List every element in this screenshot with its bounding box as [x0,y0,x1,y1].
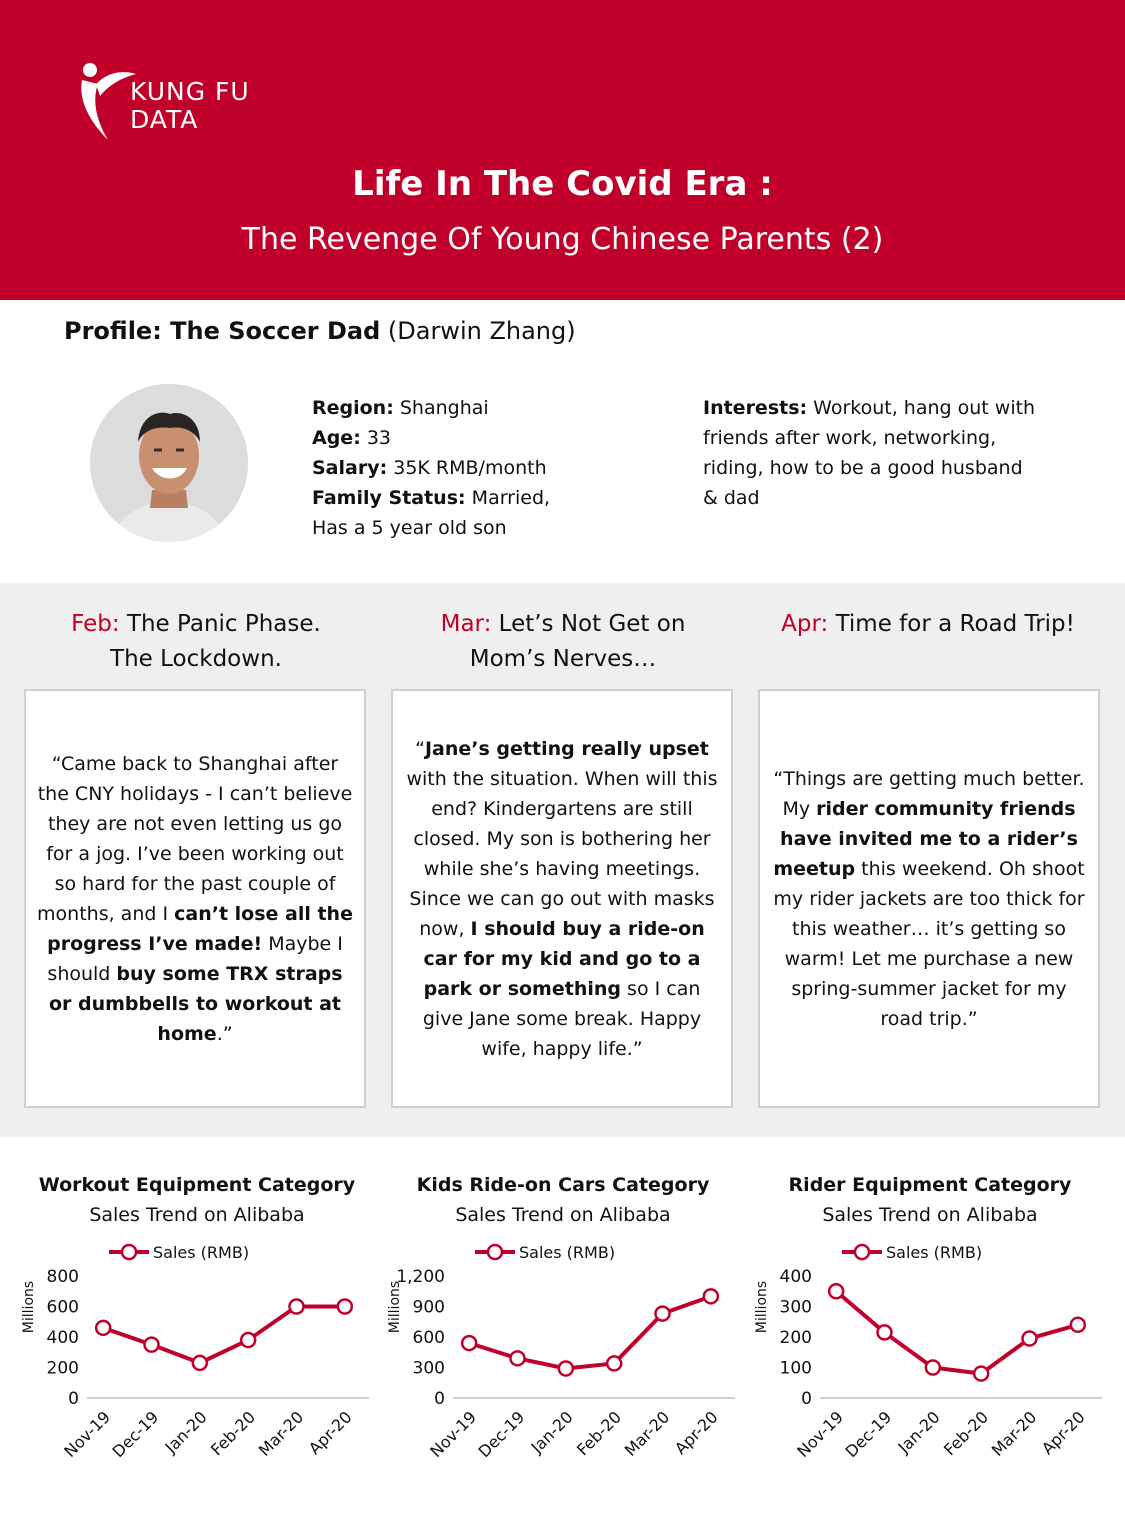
x-tick-label: Mar-20 [254,1407,308,1460]
interests-line-2: friends after work, networking, [703,427,997,449]
data-point [878,1325,892,1339]
y-tick-label: 600 [46,1297,79,1318]
profile-name: (Darwin Zhang) [387,317,576,345]
quote-text: “Came back to Shanghai after the CNY holidays - I can’t believe they are not even letting us go for a jog. I’ve been working out so hard for the past couple of months, and I can’t lose all the progress I’ve made! Maybe I should buy some TRX straps or dumbbells to workout at home.” [37,752,353,1045]
chart-subtitle-rider: Sales Trend on Alibaba [822,1204,1038,1226]
x-tick-label: Dec-19 [841,1407,896,1462]
logo-line-2: DATA [130,105,199,134]
legend-marker [122,1245,136,1259]
data-point [96,1321,110,1335]
y-tick-label: 1,200 [396,1267,445,1287]
data-point [290,1300,304,1314]
chart-title-workout: Workout Equipment Category [38,1174,356,1196]
y-tick-label: 900 [412,1297,445,1318]
phase-title-line-1: Time for a Road Trip! [835,611,1075,637]
profile-interests [703,393,1035,513]
series-line [103,1307,345,1363]
phase-title-line-2: The Lockdown. [110,646,282,672]
family-label: Family Status: [312,487,466,509]
phase-mar [393,607,733,677]
y-tick-label: 600 [412,1328,445,1348]
y-tick-label: 100 [779,1358,812,1379]
x-tick-label: Jan-20 [894,1407,944,1457]
phase-month: Mar: [440,611,492,637]
y-tick-label: 200 [779,1328,812,1348]
legend-label: Sales (RMB) [153,1243,250,1262]
data-point [974,1367,988,1381]
x-tick-label: Feb-20 [207,1407,259,1460]
phase-month: Apr: [781,611,829,637]
legend-label: Sales (RMB) [886,1243,983,1262]
chart-ride-on [383,1236,743,1506]
quote-card-feb [24,689,366,1108]
page-subtitle: The Revenge Of Young Chinese Parents (2) [241,222,884,257]
y-tick-label: 300 [779,1297,812,1318]
legend-marker [488,1245,502,1259]
interests-label: Interests: [703,397,808,419]
x-tick-label: Apr-20 [304,1407,356,1459]
x-tick-label: Apr-20 [1037,1407,1089,1459]
data-point [338,1300,352,1314]
quote-card-apr [758,689,1100,1108]
data-point [607,1356,621,1370]
region-value: Shanghai [399,397,489,419]
x-tick-label: Feb-20 [940,1407,992,1460]
interests-line-3: riding, how to be a good husband [703,457,1023,479]
salary-value: 35K RMB/month [393,457,547,479]
profile-photo [90,384,248,542]
chart-title-ride-on: Kids Ride-on Cars Category [416,1174,710,1196]
x-tick-label: Apr-20 [670,1407,722,1459]
data-point [145,1338,159,1352]
x-tick-label: Mar-20 [987,1407,1041,1460]
legend-label: Sales (RMB) [519,1243,616,1262]
phase-feb [26,607,366,677]
page-title: Life In The Covid Era : [352,164,773,204]
x-tick-label: Feb-20 [573,1407,625,1460]
family-row [312,483,550,513]
data-point [1071,1318,1085,1332]
quote-text: “Things are getting much better. My rider community friends have invited me to a rider’s meetup this weekend. Oh shoot my rider jackets are too thick for this weather… it’s getting so warm! Let me purchase a new spring-summer jacket for my road trip.” [773,767,1085,1030]
x-tick-label: Jan-20 [161,1407,211,1457]
y-axis-title: Millions [754,1280,770,1334]
data-point [656,1307,670,1321]
profile-heading [64,317,576,345]
chart-rider [750,1236,1110,1506]
data-point [462,1336,476,1350]
phase-title-line-2: Mom’s Nerves… [469,646,657,672]
series-line [469,1296,711,1368]
data-point [511,1351,525,1365]
salary-label: Salary: [312,457,388,479]
quote-card-mar [391,689,733,1108]
y-tick-label: 400 [46,1328,79,1348]
avatar [90,384,248,542]
phase-apr [758,607,1098,642]
phase-title-line-1: Let’s Not Get on [498,611,686,637]
legend-marker [855,1245,869,1259]
x-tick-label: Dec-19 [108,1407,163,1462]
phase-month: Feb: [71,611,120,637]
x-tick-label: Nov-19 [426,1407,480,1462]
quote-text: “Jane’s getting really upset with the situation. When will this end? Kindergartens are still closed. My son is bothering her while she’s having meetings. Since we can go out with masks now, I should buy a ride-on car for my kid and go to a park or something so I can give Jane some break. Happy wife, happy life.” [406,737,718,1060]
region-label: Region: [312,397,394,419]
x-tick-label: Mar-20 [620,1407,674,1460]
data-point [193,1356,207,1370]
family-value: Married, [471,487,551,509]
data-point [926,1361,940,1375]
age-value: 33 [366,427,392,449]
kung-fu-figure-icon [78,62,138,142]
data-point [1023,1332,1037,1346]
kung-fu-data-logo [78,62,278,142]
data-point [241,1333,255,1347]
logo-line-1: KUNG FU [130,77,250,106]
y-tick-label: 300 [412,1358,445,1379]
y-tick-label: 0 [434,1389,445,1409]
age-label: Age: [312,427,361,449]
series-line [836,1291,1078,1373]
y-tick-label: 0 [801,1389,812,1409]
y-tick-label: 0 [68,1389,79,1409]
family-row-2: Has a 5 year old son [312,517,507,539]
phase-title-line-1: The Panic Phase. [126,611,321,637]
chart-title-rider: Rider Equipment Category [788,1174,1072,1196]
y-tick-label: 800 [46,1267,79,1287]
x-tick-label: Jan-20 [527,1407,577,1457]
y-axis-title: Millions [21,1280,37,1334]
chart-subtitle-ride-on: Sales Trend on Alibaba [455,1204,671,1226]
interests-line-4: & dad [703,487,760,509]
y-tick-label: 400 [779,1267,812,1287]
data-point [559,1362,573,1376]
chart-workout [17,1236,377,1506]
x-tick-label: Dec-19 [474,1407,529,1462]
data-point [829,1284,843,1298]
x-tick-label: Nov-19 [793,1407,847,1462]
header-banner [0,0,1125,300]
profile-label: Profile: The Soccer Dad [64,317,381,345]
profile-details [312,393,550,543]
y-tick-label: 200 [46,1358,79,1379]
age-row [312,423,550,453]
data-point [704,1289,718,1303]
region-row [312,393,550,423]
salary-row [312,453,550,483]
x-tick-label: Nov-19 [60,1407,114,1462]
y-axis-title: Millions [387,1280,403,1334]
interests-line-1: Workout, hang out with [813,397,1036,419]
chart-subtitle-workout: Sales Trend on Alibaba [89,1204,305,1226]
